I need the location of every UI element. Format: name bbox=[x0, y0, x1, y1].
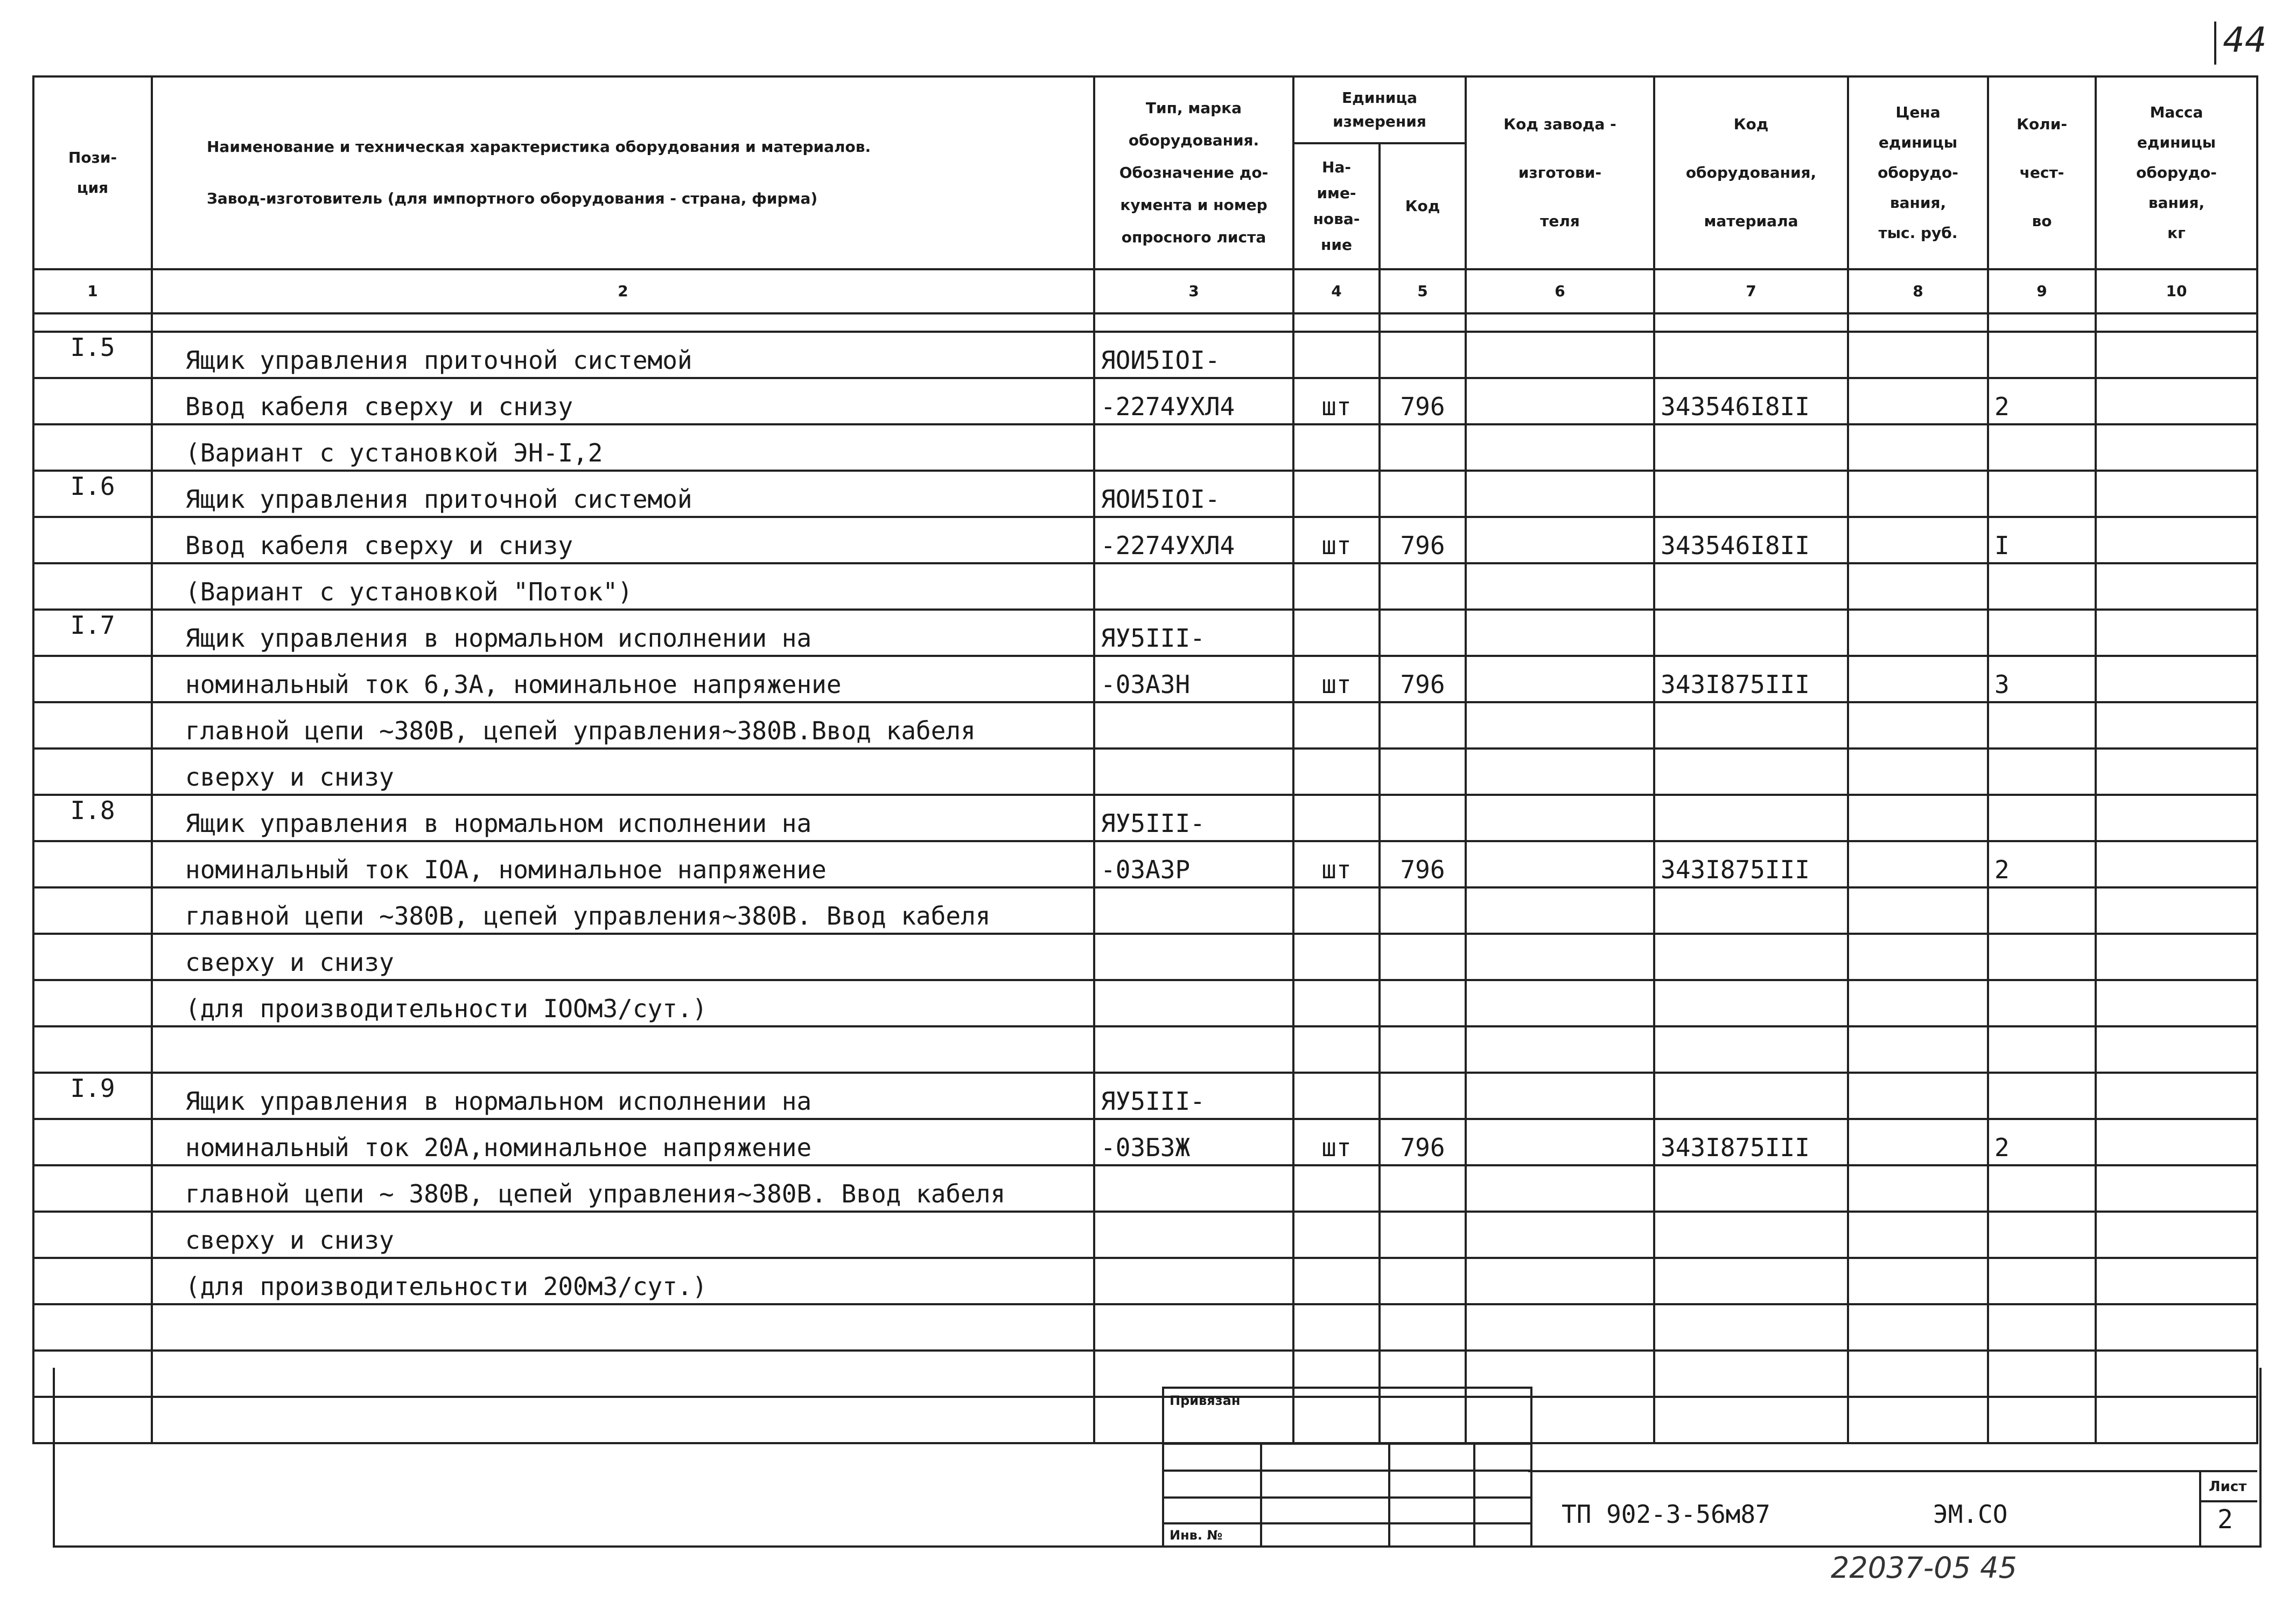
position-cell: I.5 bbox=[33, 332, 152, 378]
table-row bbox=[33, 1026, 2257, 1073]
col-number: 8 bbox=[1848, 269, 1988, 313]
table-row bbox=[33, 563, 2257, 610]
col-number: 6 bbox=[1466, 269, 1654, 313]
type-cell: -2274УХЛ4 bbox=[1094, 378, 1293, 424]
table-body bbox=[33, 313, 2257, 1443]
name-cell: номинальный ток 6,3А, номинальное напряжение bbox=[152, 656, 1094, 702]
table-row bbox=[33, 702, 2257, 748]
type-cell: -03А3Р bbox=[1094, 841, 1293, 887]
table-row bbox=[33, 1165, 2257, 1212]
type-cell: -2274УХЛ4 bbox=[1094, 517, 1293, 563]
unit-cell: шт bbox=[1293, 378, 1380, 424]
name-cell: Ввод кабеля сверху и снизу bbox=[152, 378, 1094, 424]
table-row bbox=[33, 424, 2257, 471]
name-cell: Ящик управления в нормальном исполнении на bbox=[152, 795, 1094, 841]
name-cell: Ящик управления приточной системой bbox=[152, 471, 1094, 517]
equipment-code-cell: 343I875III bbox=[1654, 1119, 1848, 1165]
name-cell: сверху и снизу bbox=[152, 934, 1094, 980]
position-cell: I.9 bbox=[33, 1073, 152, 1119]
col-number: 9 bbox=[1988, 269, 2096, 313]
name-cell: номинальный ток IOA, номинальное напряжение bbox=[152, 841, 1094, 887]
table-row bbox=[33, 1119, 2257, 1165]
page-number: 44 bbox=[2223, 20, 2267, 60]
name-cell: (Вариант с установкой ЭН-I,2 bbox=[152, 424, 1094, 471]
unit-code-cell: 796 bbox=[1380, 517, 1466, 563]
table-row bbox=[33, 471, 2257, 517]
header-plant-code: Код завода - изготови- теля bbox=[1466, 76, 1654, 269]
table-row bbox=[33, 841, 2257, 887]
table-row bbox=[33, 332, 2257, 378]
col-number: 5 bbox=[1380, 269, 1466, 313]
table-row bbox=[33, 887, 2257, 934]
header-unit-mass: Масса единицы оборудо- вания, кг bbox=[2096, 76, 2257, 269]
col-number: 3 bbox=[1094, 269, 1293, 313]
name-cell: Ящик управления в нормальном исполнении на bbox=[152, 610, 1094, 656]
table-row bbox=[33, 1073, 2257, 1119]
header-unit-price: Цена единицы оборудо- вания, тыс. руб. bbox=[1848, 76, 1988, 269]
unit-cell: шт bbox=[1293, 656, 1380, 702]
name-cell: Ящик управления приточной системой bbox=[152, 332, 1094, 378]
table-row bbox=[33, 795, 2257, 841]
name-cell: (для производительности 200м3/сут.) bbox=[152, 1258, 1094, 1304]
name-cell: номинальный ток 20А,номинальное напряжение bbox=[152, 1119, 1094, 1165]
table-row bbox=[33, 1258, 2257, 1304]
unit-code-cell: 796 bbox=[1380, 1119, 1466, 1165]
type-cell: ЯОИ5IOI- bbox=[1094, 471, 1293, 517]
sheet-number-box bbox=[2199, 1470, 2257, 1545]
unit-cell: шт bbox=[1293, 517, 1380, 563]
sheet-label: Лист bbox=[2209, 1479, 2247, 1495]
equipment-code-cell: 343546I8II bbox=[1654, 517, 1848, 563]
table-row bbox=[33, 1212, 2257, 1258]
table-row bbox=[33, 980, 2257, 1026]
archive-number: 22037-05 45 bbox=[1831, 1551, 2017, 1585]
spec-table bbox=[32, 75, 2258, 1444]
header-unit-group: Единица измерения bbox=[1293, 76, 1466, 143]
header-unit-code: Код bbox=[1380, 143, 1466, 269]
table-row bbox=[33, 1304, 2257, 1351]
table-header bbox=[33, 76, 2257, 313]
col-number: 4 bbox=[1293, 269, 1380, 313]
header-type: Тип, марка оборудования. Обозначение до- кумента и номер опросного листа bbox=[1094, 76, 1293, 269]
position-cell: I.7 bbox=[33, 610, 152, 656]
table-row bbox=[33, 378, 2257, 424]
col-number: 10 bbox=[2096, 269, 2257, 313]
col-number: 2 bbox=[152, 269, 1094, 313]
inventory-number-label: Инв. № bbox=[1170, 1528, 1223, 1543]
page-number-bar bbox=[2214, 22, 2216, 65]
name-cell: главной цепи ~ 380В, цепей управления~380В. Ввод кабеля bbox=[152, 1165, 1094, 1212]
equipment-code-cell: 343I875III bbox=[1654, 841, 1848, 887]
sheet-number: 2 bbox=[2217, 1505, 2233, 1535]
header-quantity: Коли- чест- во bbox=[1988, 76, 2096, 269]
name-cell: главной цепи ~380В, цепей управления~380В. Ввод кабеля bbox=[152, 887, 1094, 934]
quantity-cell: I bbox=[1988, 517, 2096, 563]
col-number: 1 bbox=[33, 269, 152, 313]
unit-cell: шт bbox=[1293, 841, 1380, 887]
table-row bbox=[33, 656, 2257, 702]
type-cell: ЯОИ5IOI- bbox=[1094, 332, 1293, 378]
unit-code-cell: 796 bbox=[1380, 841, 1466, 887]
unit-code-cell: 796 bbox=[1380, 378, 1466, 424]
header-position: Пози- ция bbox=[33, 76, 152, 269]
type-cell: -03А3Н bbox=[1094, 656, 1293, 702]
table-row bbox=[33, 517, 2257, 563]
name-cell: (Вариант с установкой "Поток") bbox=[152, 563, 1094, 610]
name-cell: сверху и снизу bbox=[152, 748, 1094, 795]
position-cell: I.6 bbox=[33, 471, 152, 517]
type-cell: ЯУ5III- bbox=[1094, 610, 1293, 656]
type-cell: ЯУ5III- bbox=[1094, 1073, 1293, 1119]
quantity-cell: 2 bbox=[1988, 1119, 2096, 1165]
equipment-code-cell: 343546I8II bbox=[1654, 378, 1848, 424]
header-equipment-code: Код оборудования, материала bbox=[1654, 76, 1848, 269]
unit-cell: шт bbox=[1293, 1119, 1380, 1165]
col-number: 7 bbox=[1654, 269, 1848, 313]
table-row bbox=[33, 748, 2257, 795]
document-section: ЭМ.СО bbox=[1933, 1500, 2008, 1529]
unit-code-cell: 796 bbox=[1380, 656, 1466, 702]
quantity-cell: 2 bbox=[1988, 378, 2096, 424]
position-cell: I.8 bbox=[33, 795, 152, 841]
type-cell: -03Б3Ж bbox=[1094, 1119, 1293, 1165]
column-numbers-row bbox=[33, 269, 2257, 313]
linked-label: Привязан bbox=[1170, 1393, 1241, 1408]
table-row bbox=[33, 934, 2257, 980]
name-cell: Ввод кабеля сверху и снизу bbox=[152, 517, 1094, 563]
header-unit-name: На- име- нова- ние bbox=[1293, 143, 1380, 269]
name-cell: (для производительности IOOм3/сут.) bbox=[152, 980, 1094, 1026]
name-cell: главной цепи ~380В, цепей управления~380В.Ввод кабеля bbox=[152, 702, 1094, 748]
name-cell: Ящик управления в нормальном исполнении на bbox=[152, 1073, 1094, 1119]
table-row bbox=[33, 610, 2257, 656]
approval-stamp bbox=[1162, 1387, 1532, 1548]
name-cell: сверху и снизу bbox=[152, 1212, 1094, 1258]
header-name: Наименование и техническая характеристика оборудования и материалов. Завод-изготовитель (для импортного оборудования - страна, фирма) bbox=[152, 76, 1094, 269]
quantity-cell: 2 bbox=[1988, 841, 2096, 887]
document-code: ТП 902-3-56м87 bbox=[1562, 1500, 1770, 1529]
quantity-cell: 3 bbox=[1988, 656, 2096, 702]
type-cell: ЯУ5III- bbox=[1094, 795, 1293, 841]
equipment-code-cell: 343I875III bbox=[1654, 656, 1848, 702]
